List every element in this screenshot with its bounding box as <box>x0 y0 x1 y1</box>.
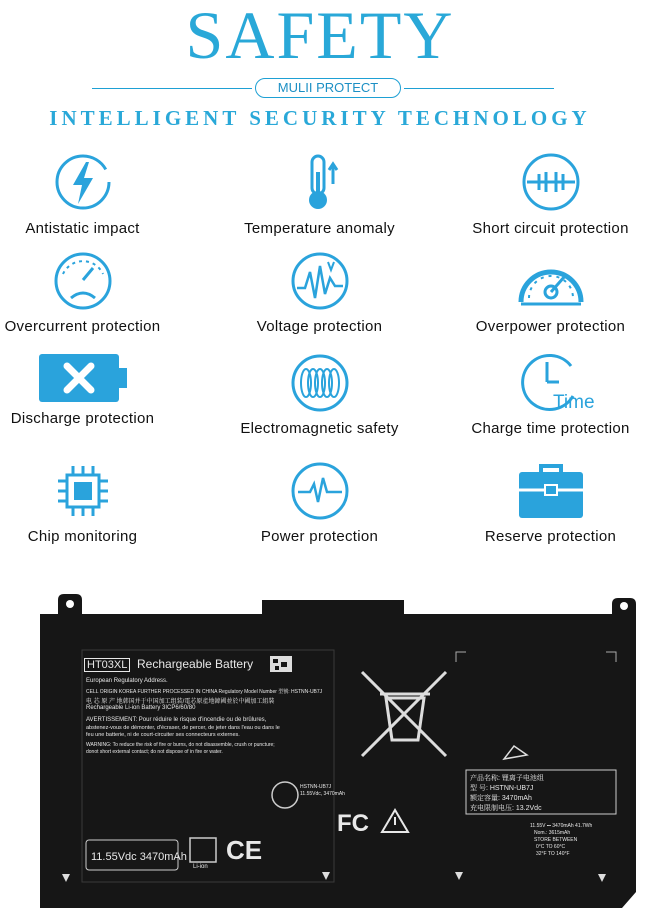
spec-voltage: 充电限制电压: 13.2Vdc <box>470 805 542 812</box>
feature-voltage <box>213 250 426 335</box>
battery-fr-line2: abstenez-vous de démonter, d'écraser, de percer, de jeter dans l'eau ou dans le <box>86 725 280 731</box>
feature-charge-time <box>444 352 657 437</box>
battery-warning-2: donot short external contact; do not dispose of in fire or water. <box>86 749 223 755</box>
feature-label: Discharge protection <box>10 410 155 427</box>
feature-temperature <box>213 150 426 237</box>
battery-origin: CELL ORIGIN KOREA FURTHER PROCESSED IN CHINA Regulatory Model Number 型號: HSTNN-UB7J <box>86 689 323 695</box>
battery-x-icon <box>35 352 131 404</box>
divider-right <box>404 88 554 89</box>
feature-antistatic <box>0 150 189 237</box>
feature-chip <box>0 460 189 545</box>
feature-label: Power protection <box>260 528 379 545</box>
tagline: INTELLIGENT SECURITY TECHNOLOGY <box>49 106 591 130</box>
feature-discharge <box>0 352 189 427</box>
feature-label: Chip monitoring <box>27 528 138 545</box>
battery-liion-label: Li-ion <box>193 864 208 870</box>
feature-label: Charge time protection <box>471 420 630 437</box>
short-circuit-icon <box>519 150 583 214</box>
battery-image <box>0 592 640 920</box>
spec-line-2: Nom.: 3615mAh <box>534 830 571 836</box>
feature-label: Overcurrent protection <box>4 318 161 335</box>
thermometer-icon <box>288 150 352 214</box>
spec-line-5: 32°F TO 140°F <box>536 851 570 857</box>
coil-icon <box>288 352 352 414</box>
spec-capacity: 额定容量: 3470mAh <box>470 795 532 802</box>
speedometer-icon <box>513 250 589 312</box>
feature-reserve <box>444 460 657 545</box>
feature-label: Voltage protection <box>256 318 383 335</box>
fc-mark: FC <box>337 810 369 837</box>
battery-region: European Regulatory Address. <box>86 678 168 684</box>
feature-label: Overpower protection <box>475 318 626 335</box>
sad-gauge-icon <box>51 250 115 312</box>
spec-line-4: 0°C TO 60°C <box>536 844 566 850</box>
feature-short-circuit <box>444 150 657 237</box>
feature-power <box>213 460 426 545</box>
subtitle-pill: MULII PROTECT <box>255 78 401 98</box>
page-title: SAFETY <box>185 0 455 73</box>
battery-rating: 11.55Vdc 3470mAh <box>91 851 187 863</box>
battery-fr-line3: feu une batterie, ni de court-circuiter ses connecteurs externes. <box>86 732 240 738</box>
feature-label: Antistatic impact <box>25 220 140 237</box>
stamp-model: HSTNN-UB7J <box>300 784 332 790</box>
ce-mark: CE <box>226 835 263 865</box>
battery-cn-origin: 电 芯 原 产 地韩国并于中国加工组装/電芯原產地韓國並於中國加工組裝 <box>86 699 275 705</box>
lightning-circle-icon <box>51 150 115 214</box>
spec-line-1: 11.55V ⎓ 3470mAh 41.7Wh <box>530 823 593 829</box>
spec-line-3: STORE BETWEEN <box>534 837 578 843</box>
feature-label: Electromagnetic safety <box>240 420 399 437</box>
voltage-wave-icon <box>288 250 352 312</box>
feature-label: Temperature anomaly <box>244 220 395 237</box>
battery-li-line: Rechargeable Li-ion Battery 3ICP6/60/80 <box>86 705 196 711</box>
clock-time-icon <box>515 352 595 414</box>
feature-overpower <box>444 250 657 335</box>
feature-electromagnetic <box>213 352 426 437</box>
spec-name: 产品名称: 锂离子电池组 <box>470 775 544 782</box>
svg-text:Time: Time <box>552 392 595 413</box>
feature-label: Short circuit protection <box>472 220 629 237</box>
battery-title: Rechargeable Battery <box>137 657 254 671</box>
battery-fr-heading: AVERTISSEMENT: Pour réduire le risque d'incendie ou de brûlures, <box>86 717 267 723</box>
divider-left <box>92 88 252 89</box>
feature-label: Reserve protection <box>484 528 617 545</box>
chip-icon <box>51 460 115 522</box>
battery-warning-1: WARNING: To reduce the risk of fire or burns, do not disassemble, crush or puncture; <box>86 742 275 748</box>
stamp-rating: 11.55Vdc, 3470mAh <box>300 791 345 797</box>
battery-body <box>0 592 640 920</box>
feature-overcurrent <box>0 250 189 335</box>
toolbox-icon <box>513 460 589 522</box>
pulse-icon <box>288 460 352 522</box>
battery-model: HT03XL <box>84 658 130 672</box>
spec-model: 型 号: HSTNN-UB7J <box>470 785 534 792</box>
